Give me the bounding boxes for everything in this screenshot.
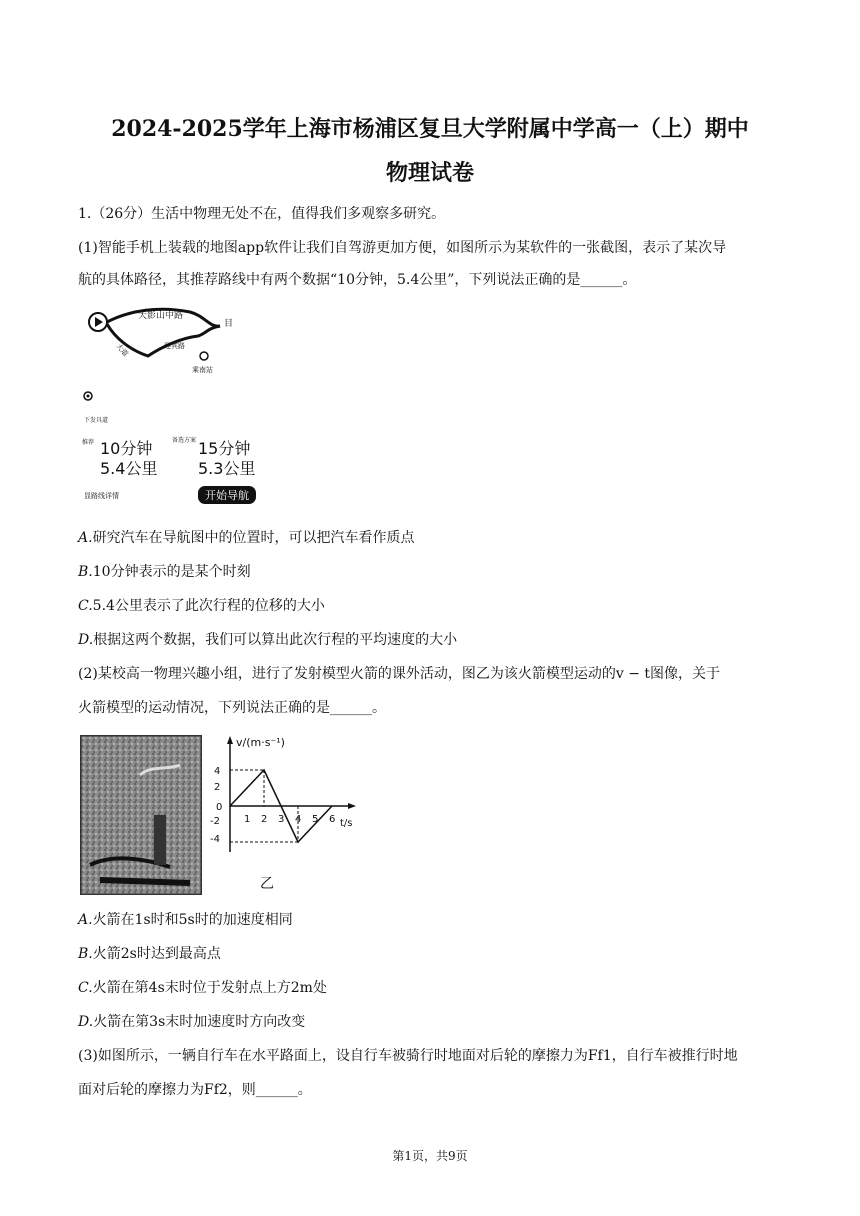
route-a-time: 10分钟 — [100, 439, 153, 458]
station-icon — [200, 352, 208, 360]
exam-title-line2: 物理试卷 — [385, 160, 474, 186]
question-1-part1-text-line2: 航的具体路径，其推荐路线中有两个数据“10分钟，5.4公里”，下列说法正确的是______。 — [78, 272, 637, 288]
y-tick-0: 0 — [216, 802, 223, 813]
x-tick-5: 5 — [312, 814, 319, 825]
option-1A: A.研究汽车在导航图中的位置时，可以把汽车看作质点 — [78, 530, 415, 546]
x-tick-2: 2 — [261, 814, 268, 825]
option-2B: B.火箭2s时达到最高点 — [78, 946, 221, 962]
option-2D: D.火箭在第3s末时加速度时方向改变 — [78, 1014, 306, 1030]
question-1-intro: 1.（26分）生活中物理无处不在，值得我们多观察多研究。 — [78, 206, 446, 222]
option-1B: B.10分钟表示的是某个时刻 — [78, 564, 251, 580]
question-1-part2-text-line1: (2)某校高一物理兴趣小组，进行了发射模型火箭的课外活动，图乙为该火箭模型运动的v − t图像，关于 — [78, 666, 720, 682]
y-tick-2: 2 — [214, 782, 221, 793]
question-1-part3-text-line1: (3)如图所示，一辆自行车在水平路面上，设自行车被骑行时地面对后轮的摩擦力为Ff1，自行车被推行时地 — [78, 1048, 738, 1064]
question-1-part3-text-line2: 面对后轮的摩擦力为Ff2，则______。 — [78, 1082, 312, 1098]
page-footer: 第1页，共9页 — [392, 1149, 468, 1163]
x-tick-4: 4 — [295, 814, 302, 825]
road-label-2: 大道 — [114, 342, 130, 359]
small-tag-1: 下发具道 — [84, 417, 109, 424]
graph-caption: 乙 — [260, 876, 274, 892]
road-label-3: 迎宾路 — [164, 342, 185, 350]
map-navigation-figure — [80, 298, 280, 513]
option-1D: D.根据这两个数据，我们可以算出此次行程的平均速度的大小 — [78, 632, 458, 648]
x-axis-label: t/s — [340, 818, 353, 829]
vt-graph — [210, 732, 370, 892]
option-2C: C.火箭在第4s末时位于发射点上方2m处 — [78, 980, 327, 996]
end-marker: 目 — [224, 319, 234, 329]
x-tick-6: 6 — [329, 814, 336, 825]
exam-title-line1: 2024-2025学年上海市杨浦区复旦大学附属中学高一（上）期中 — [111, 116, 749, 142]
question-1-part2-text-line2: 火箭模型的运动情况，下列说法正确的是______。 — [78, 700, 386, 716]
route-b-time: 15分钟 — [198, 439, 251, 458]
x-tick-1: 1 — [244, 814, 251, 825]
small-tag-3: 备选方案 — [172, 437, 197, 444]
x-tick-3: 3 — [278, 814, 285, 825]
question-1-part1-text-line1: (1)智能手机上装载的地图app软件让我们自驾游更加方便，如图所示为某软件的一张截图，表示了某次导 — [78, 240, 727, 256]
y-axis-label: v/(m·s⁻¹) — [236, 736, 285, 749]
option-2A: A.火箭在1s时和5s时的加速度相同 — [78, 912, 293, 928]
y-tick-neg4: -4 — [210, 834, 220, 845]
rocket-photo — [80, 735, 202, 895]
small-tag-4: 显路线详情 — [84, 492, 119, 500]
route-a-distance: 5.4公里 — [100, 459, 158, 478]
road-label-1: 天影山中路 — [138, 311, 184, 321]
y-tick-4: 4 — [214, 766, 221, 777]
rocket-icon — [154, 815, 166, 865]
station-label: 乘南站 — [192, 366, 213, 374]
play-icon — [95, 317, 103, 327]
route-b-distance: 5.3公里 — [198, 459, 256, 478]
y-tick-neg2: -2 — [210, 816, 220, 827]
small-tag-2: 推荐 — [82, 439, 95, 446]
start-navigation-label: 开始导航 — [205, 489, 249, 502]
option-1C: C.5.4公里表示了此次行程的位移的大小 — [78, 598, 325, 614]
